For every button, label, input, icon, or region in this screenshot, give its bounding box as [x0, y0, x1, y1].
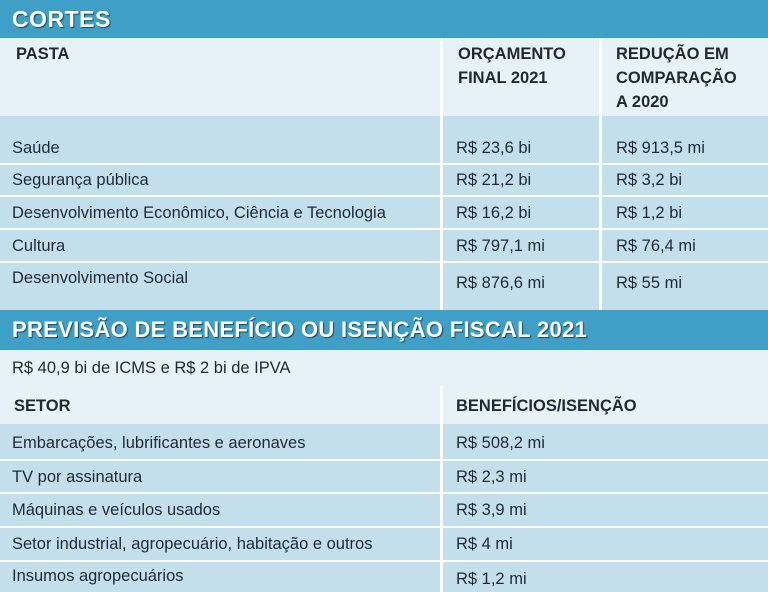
- beneficio-title: PREVISÃO DE BENEFÍCIO OU ISENÇÃO FISCAL 2021: [12, 317, 588, 342]
- header-pasta: PASTA: [16, 45, 70, 63]
- row-divider: [0, 560, 768, 562]
- header-reducao-cell: [600, 38, 768, 116]
- row-valor: R$ 1,2 mi: [456, 570, 527, 588]
- table-row: [0, 424, 768, 460]
- beneficio-subtitle: R$ 40,9 bi de ICMS e R$ 2 bi de IPVA: [12, 359, 291, 377]
- row-pasta: Cultura: [12, 237, 66, 255]
- row-pasta: Saúde: [12, 139, 60, 157]
- row-divider: [0, 163, 768, 165]
- beneficio-banner: [0, 310, 768, 350]
- row-valor: R$ 2,3 mi: [456, 468, 527, 486]
- cortes-banner: [0, 0, 768, 38]
- table-row: [0, 494, 768, 527]
- row-valor: R$ 4 mi: [456, 535, 513, 553]
- row-orcamento: R$ 797,1 mi: [456, 237, 545, 255]
- header-setor-cell: [0, 386, 440, 424]
- row-setor: Setor industrial, agropecuário, habitação e outros: [12, 535, 373, 553]
- row-orcamento: R$ 23,6 bi: [456, 139, 532, 157]
- header-orcamento-line1: ORÇAMENTO: [458, 45, 566, 63]
- row-pasta: Desenvolvimento Social: [12, 269, 189, 287]
- header-reducao-line3: A 2020: [616, 93, 669, 111]
- row-divider: [0, 195, 768, 197]
- table-row: [0, 263, 768, 310]
- row-divider: [0, 261, 768, 263]
- row-orcamento: R$ 21,2 bi: [456, 171, 532, 189]
- cortes-title: CORTES: [12, 5, 111, 32]
- header-pasta-cell: [0, 38, 440, 116]
- header-orcamento-cell: [440, 38, 600, 116]
- row-divider: [0, 526, 768, 528]
- column-divider: [599, 38, 602, 310]
- table-row: [0, 197, 768, 229]
- header-orcamento-line2: FINAL 2021: [458, 69, 548, 87]
- header-reducao-line2: COMPARAÇÃO: [616, 69, 737, 87]
- header-beneficios: BENEFÍCIOS/ISENÇÃO: [456, 397, 637, 415]
- row-pasta: Segurança pública: [12, 171, 149, 189]
- subtitle-row: [0, 350, 768, 386]
- row-setor: TV por assinatura: [12, 468, 143, 486]
- row-orcamento: R$ 876,6 mi: [456, 274, 545, 292]
- row-valor: R$ 508,2 mi: [456, 434, 545, 452]
- row-divider: [0, 459, 768, 461]
- spacer-row: [0, 116, 768, 132]
- row-divider: [0, 228, 768, 230]
- row-reducao: R$ 1,2 bi: [616, 204, 683, 222]
- column-divider: [440, 38, 443, 310]
- table-row: [0, 230, 768, 262]
- row-reducao: R$ 913,5 mi: [616, 139, 705, 157]
- row-setor: Máquinas e veículos usados: [12, 501, 221, 519]
- row-reducao: R$ 76,4 mi: [616, 237, 696, 255]
- row-pasta: Desenvolvimento Econômico, Ciência e Tecnologia: [12, 204, 386, 222]
- header-reducao-line1: REDUÇÃO EM: [616, 45, 729, 63]
- row-reducao: R$ 3,2 bi: [616, 171, 683, 189]
- row-orcamento: R$ 16,2 bi: [456, 204, 532, 222]
- table-row: [0, 562, 768, 592]
- table-row: [0, 132, 768, 164]
- table-row: [0, 528, 768, 561]
- header-beneficios-cell: [440, 386, 768, 424]
- row-divider: [0, 492, 768, 494]
- table-row: [0, 461, 768, 493]
- row-valor: R$ 3,9 mi: [456, 501, 527, 519]
- row-setor: Insumos agropecuários: [12, 567, 184, 585]
- row-reducao: R$ 55 mi: [616, 274, 683, 292]
- header-setor: SETOR: [14, 397, 71, 415]
- table-row: [0, 165, 768, 196]
- row-setor: Embarcações, lubrificantes e aeronaves: [12, 434, 306, 452]
